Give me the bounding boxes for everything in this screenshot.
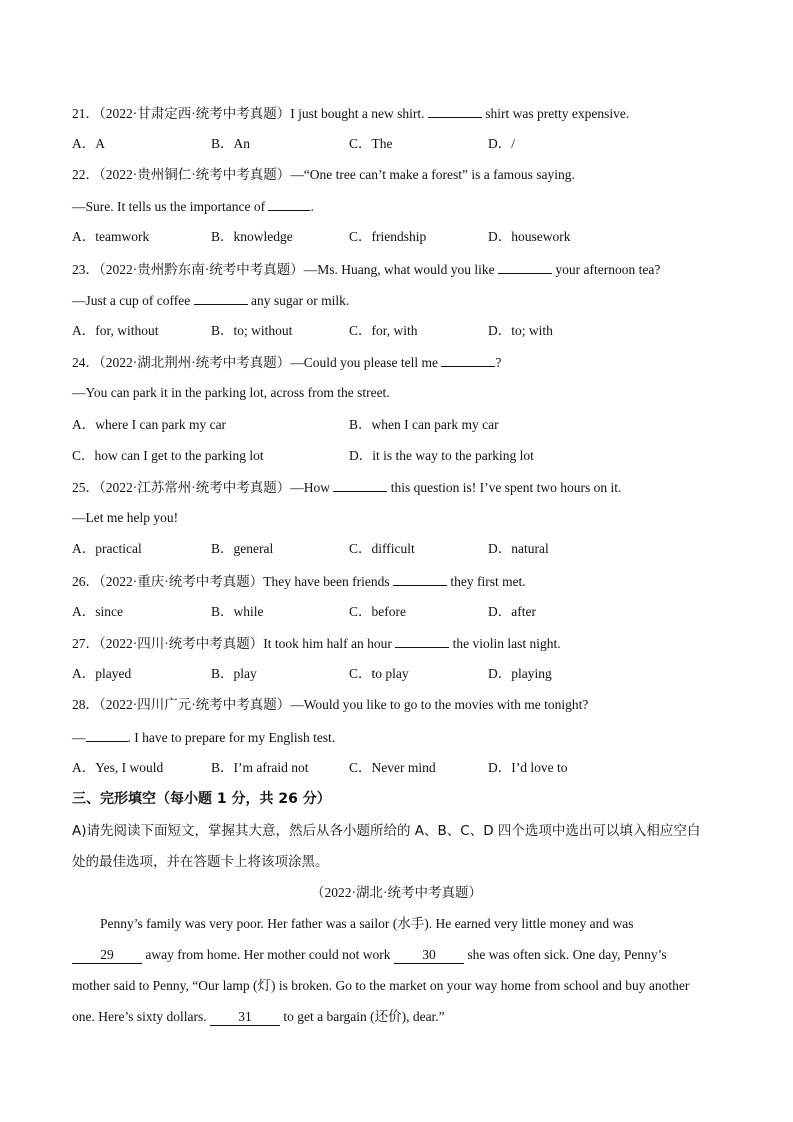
- option-d: D．to; with: [488, 323, 553, 338]
- response-text: any sugar or milk.: [247, 293, 350, 308]
- answer-blank: [333, 478, 387, 492]
- question-stem: It took him half an hour: [263, 636, 396, 651]
- passage-line: mother said to Penny, “Our lamp (灯) is broken. Go to the market on your way home from school and buy another: [72, 978, 690, 993]
- question-number: 21: [72, 106, 86, 121]
- question-number: 28: [72, 697, 86, 712]
- option-d: D．it is the way to the parking lot: [349, 448, 534, 463]
- option-a: A．A: [72, 136, 105, 151]
- option-a: A．practical: [72, 541, 142, 556]
- question-source: （2022·四川·统考中考真题）: [99, 636, 264, 651]
- answer-blank: [268, 197, 310, 211]
- question-stem: the violin last night.: [449, 636, 561, 651]
- question-number: 27: [72, 636, 86, 651]
- cloze-blank-30: 30: [394, 947, 464, 964]
- question-stem: I just bought a new shirt.: [290, 106, 428, 121]
- question-source: （2022·贵州黔东南·统考中考真题）: [99, 262, 304, 277]
- answer-blank: [498, 260, 552, 274]
- question-number: 24: [72, 355, 86, 370]
- option-a: A．Yes, I would: [72, 760, 164, 775]
- passage-text: away from home. Her mother could not work: [142, 947, 394, 962]
- passage-text: one. Here’s sixty dollars.: [72, 1009, 210, 1024]
- passage-text: to get a bargain (还价), dear.”: [279, 1009, 445, 1024]
- passage-line: Penny’s family was very poor. Her father was a sailor (水手). He earned very little money and was: [100, 916, 634, 931]
- option-b: B．general: [211, 541, 274, 556]
- answer-blank: [393, 572, 447, 586]
- option-b: B．knowledge: [211, 229, 293, 244]
- option-d: D．housework: [488, 229, 571, 244]
- option-c: C．how can I get to the parking lot: [72, 448, 264, 463]
- question-source: （2022·甘肃定西·统考中考真题）: [99, 106, 291, 121]
- question-number: 25: [72, 480, 86, 495]
- question-source: （2022·湖北荆州·统考中考真题）: [99, 355, 291, 370]
- response-text: —You can park it in the parking lot, across from the street.: [72, 385, 390, 400]
- question-number: 26: [72, 574, 86, 589]
- option-b: B．I’m afraid not: [211, 760, 309, 775]
- option-c: C．friendship: [349, 229, 427, 244]
- option-b: B．to; without: [211, 323, 293, 338]
- question-stem: —Ms. Huang, what would you like: [303, 262, 498, 277]
- question-stem: this question is! I’ve spent two hours on it.: [387, 480, 622, 495]
- passage-text: she was often sick. One day, Penny’s: [463, 947, 667, 962]
- answer-blank: [194, 291, 248, 305]
- question-21: 21．（2022·甘肃定西·统考中考真题）I just bought a new shirt. shirt was pretty expensive.: [72, 106, 630, 121]
- question-25-response: [72, 509, 178, 527]
- section-instruction: A)请先阅读下面短文，掌握其大意，然后从各小题所给的 A、B、C、D 四个选项中选出可以填入相应空白: [72, 823, 701, 839]
- response-text: . I have to prepare for my English test.: [127, 730, 336, 745]
- cloze-blank-31: 31: [210, 1009, 280, 1026]
- passage-source: （2022·湖北·统考中考真题）: [311, 885, 482, 900]
- cloze-blank-29: 29: [72, 947, 142, 964]
- section-heading: 三、完形填空（每小题 1 分，共 26 分）: [72, 791, 331, 807]
- option-c: C．difficult: [349, 541, 415, 556]
- option-b: B．An: [211, 136, 251, 151]
- question-24-response: [72, 384, 390, 402]
- option-b: B．while: [211, 604, 264, 619]
- question-stem: —Would you like to go to the movies with me tonight?: [290, 697, 589, 712]
- question-22-response: [72, 197, 314, 216]
- question-stem: ?: [495, 355, 502, 370]
- question-stem: They have been friends: [263, 574, 393, 589]
- response-text: —Just a cup of coffee: [72, 293, 194, 308]
- question-source: （2022·贵州铜仁·统考中考真题）: [99, 167, 291, 182]
- question-source: （2022·江苏常州·统考中考真题）: [99, 480, 291, 495]
- response-text: .: [310, 199, 314, 214]
- question-stem: —“One tree can’t make a forest” is a famous saying.: [290, 167, 575, 182]
- option-a: A．played: [72, 666, 132, 681]
- option-c: C．Never mind: [349, 760, 436, 775]
- question-25: 25．（2022·江苏常州·统考中考真题）—How this question is! I’ve spent two hours on it.: [72, 480, 622, 495]
- option-d: D．playing: [488, 666, 552, 681]
- question-number: 22: [72, 167, 86, 182]
- answer-blank: [441, 353, 495, 367]
- answer-blank: [428, 104, 482, 118]
- question-stem: —Could you please tell me: [290, 355, 442, 370]
- option-b: B．play: [211, 666, 257, 681]
- question-stem: they first met.: [446, 574, 526, 589]
- section-instruction: 处的最佳选项，并在答题卡上将该项涂黑。: [72, 854, 329, 870]
- question-24: 24．（2022·湖北荆州·统考中考真题）—Could you please tell me ?: [72, 355, 502, 370]
- option-a: A．for, without: [72, 323, 159, 338]
- question-number: 23: [72, 262, 86, 277]
- option-b: B．when I can park my car: [349, 417, 499, 432]
- option-d: D．natural: [488, 541, 549, 556]
- question-stem: shirt was pretty expensive.: [481, 106, 630, 121]
- option-a: A．where I can park my car: [72, 417, 227, 432]
- option-c: C．before: [349, 604, 406, 619]
- question-28: 28．（2022·四川广元·统考中考真题）—Would you like to go to the movies with me tonight?: [72, 697, 589, 712]
- response-text: —Sure. It tells us the importance of: [72, 199, 269, 214]
- option-d: D．I’d love to: [488, 760, 568, 775]
- option-d: D．/: [488, 136, 515, 151]
- question-23-response: [72, 291, 349, 310]
- passage-line: [72, 946, 667, 964]
- option-a: A．teamwork: [72, 229, 150, 244]
- question-source: （2022·四川广元·统考中考真题）: [99, 697, 291, 712]
- option-a: A．since: [72, 604, 123, 619]
- option-c: C．for, with: [349, 323, 418, 338]
- option-c: C．to play: [349, 666, 409, 681]
- response-text: —: [72, 730, 86, 745]
- passage-line: [72, 1008, 445, 1026]
- answer-blank: [86, 728, 128, 742]
- option-c: C．The: [349, 136, 393, 151]
- response-text: —Let me help you!: [72, 510, 179, 525]
- option-d: D．after: [488, 604, 536, 619]
- question-23: 23．（2022·贵州黔东南·统考中考真题）—Ms. Huang, what would you like your afternoon tea?: [72, 262, 661, 277]
- question-stem: —How: [290, 480, 334, 495]
- answer-blank: [395, 634, 449, 648]
- question-26: 26．（2022·重庆·统考中考真题）They have been friends they first met.: [72, 574, 526, 589]
- question-27: 27．（2022·四川·统考中考真题）It took him half an hour the violin last night.: [72, 636, 561, 651]
- question-28-response: [72, 728, 335, 747]
- question-source: （2022·重庆·统考中考真题）: [99, 574, 264, 589]
- question-stem: your afternoon tea?: [551, 262, 661, 277]
- question-22: 22．（2022·贵州铜仁·统考中考真题）—“One tree can’t make a forest” is a famous saying.: [72, 167, 575, 182]
